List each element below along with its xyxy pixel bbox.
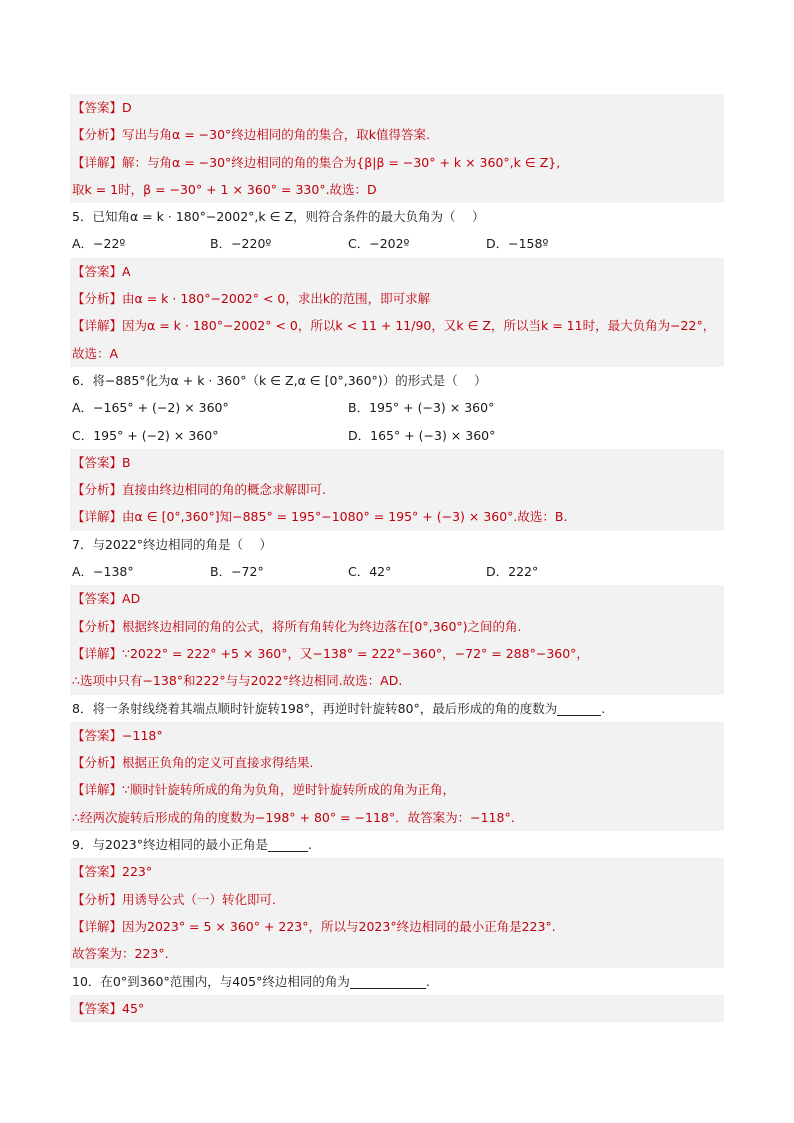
q6-stem: 6．将−885°化为α + k · 360°（k ∈ Z,α ∈ [0°,360°)）的形式是（ ） — [72, 372, 487, 388]
detail-tag: 【详解】 — [72, 645, 123, 661]
q7-detail — [70, 640, 724, 667]
answer-tag: 【答案】 — [72, 100, 123, 115]
q10-stem — [70, 968, 724, 995]
analysis-tag: 【分析】 — [72, 755, 123, 771]
detail-text: 因为2023° = 5 × 360° + 223°，所以与2023°终边相同的最小正角是223°. — [122, 918, 556, 934]
question-end: . — [308, 837, 312, 853]
q4-answer — [70, 94, 724, 121]
option-c: C．195° + (−2) × 360° — [72, 427, 219, 443]
detail-tag: 【详解】 — [72, 782, 123, 798]
analysis-tag: 【分析】 — [72, 482, 123, 498]
analysis-text: 写出与角α = −30°终边相同的角的集合，取k值得答案. — [122, 127, 431, 143]
analysis-tag: 【分析】 — [72, 127, 123, 143]
analysis-text: 根据正负角的定义可直接求得结果. — [122, 755, 314, 771]
q8-detail — [70, 776, 724, 803]
q8-analysis — [70, 749, 724, 776]
question-text: 10．在0°到360°范围内，与405°终边相同的角为 — [72, 973, 350, 989]
q4-analysis — [70, 121, 724, 148]
detail-text: ∵2022° = 222° +5 × 360°，又−138° = 222°−360°，−72° = 288°−360°， — [122, 645, 589, 661]
q8-answer — [70, 722, 724, 749]
answer-tag: 【答案】 — [72, 1000, 123, 1016]
q6-options-row-1 — [70, 394, 724, 421]
answer-value: A — [122, 263, 131, 279]
q6-options-row-2 — [70, 422, 724, 449]
analysis-tag: 【分析】 — [72, 891, 123, 907]
answer-value: 45° — [122, 1000, 145, 1016]
q8-stem — [70, 695, 724, 722]
answer-value: −118° — [122, 727, 163, 743]
q9-stem — [70, 831, 724, 858]
detail-text: 取k = 1时，β = −30° + 1 × 360° = 330°.故选：D — [72, 181, 377, 197]
q7-detail-continued — [70, 667, 724, 694]
detail-text: ∵顺时针旋转所成的角为负角，逆时针旋转所成的角为正角， — [122, 782, 455, 798]
analysis-text: 直接由终边相同的角的概念求解即可. — [122, 482, 326, 498]
detail-text: 解：与角α = −30°终边相同的角的集合为{β|β = −30° + k × 360°,k ∈ Z}, — [122, 154, 561, 170]
q5-detail — [70, 312, 724, 339]
q9-answer — [70, 858, 724, 885]
option-b: B．−72° — [210, 564, 264, 580]
answer-tag: 【答案】 — [72, 263, 123, 279]
answer-tag: 【答案】 — [72, 727, 123, 743]
option-a: A．−22º — [72, 236, 126, 252]
detail-text: 故选：A — [72, 345, 119, 361]
q4-detail-continued — [70, 176, 724, 203]
analysis-text: 由α = k · 180°−2002° < 0，求出k的范围，即可求解 — [122, 291, 431, 307]
q5-analysis — [70, 285, 724, 312]
analysis-tag: 【分析】 — [72, 291, 123, 307]
answer-blank — [350, 973, 426, 989]
detail-tag: 【详解】 — [72, 918, 123, 934]
answer-tag: 【答案】 — [72, 454, 123, 470]
detail-text: ∴经两次旋转后形成的角的度数为−198° + 80° = −118°．故答案为：−118°. — [72, 809, 515, 825]
detail-text: 由α ∈ [0°,360°]知−885° = 195°−1080° = 195° + (−3) × 360°.故选：B. — [122, 509, 568, 525]
option-d: D．165° + (−3) × 360° — [348, 427, 496, 443]
q5-detail-continued — [70, 340, 724, 367]
detail-text: ∴选项中只有−138°和222°与与2022°终边相同.故选：AD. — [72, 673, 403, 689]
q6-detail — [70, 503, 724, 530]
answer-value: 223° — [122, 864, 153, 880]
question-text: 8．将一条射线绕着其端点顺时针旋转198°，再逆时针旋转80°，最后形成的角的度数为 — [72, 700, 558, 716]
analysis-text: 根据终边相同的角的公式，将所有角转化为终边落在[0°,360°)之间的角. — [122, 618, 522, 634]
q4-detail — [70, 149, 724, 176]
answer-tag: 【答案】 — [72, 864, 123, 880]
detail-text: 故答案为：223°. — [72, 946, 169, 962]
detail-tag: 【详解】 — [72, 154, 123, 170]
q9-detail-continued — [70, 940, 724, 967]
q5-options — [70, 230, 724, 257]
q6-answer — [70, 449, 724, 476]
detail-text: 因为α = k · 180°−2002° < 0，所以k < 11 + 11/90，又k ∈ Z，所以当k = 11时，最大负角为−22°， — [122, 318, 716, 334]
q9-detail — [70, 913, 724, 940]
detail-tag: 【详解】 — [72, 509, 123, 525]
question-end: . — [601, 700, 606, 716]
option-c: C．−202º — [348, 236, 410, 252]
question-text: 9．与2023°终边相同的最小正角是 — [72, 837, 269, 853]
answer-value: AD — [122, 591, 141, 607]
q6-analysis — [70, 476, 724, 503]
q8-detail-continued — [70, 804, 724, 831]
document-page — [70, 94, 724, 1022]
q7-options — [70, 558, 724, 585]
detail-tag: 【详解】 — [72, 318, 123, 334]
option-a: A．−165° + (−2) × 360° — [72, 400, 229, 416]
q9-analysis — [70, 886, 724, 913]
option-d: D．−158º — [486, 236, 549, 252]
analysis-tag: 【分析】 — [72, 618, 123, 634]
option-c: C．42° — [348, 564, 392, 580]
q7-stem: 7．与2022°终边相同的角是（ ） — [72, 536, 272, 552]
answer-tag: 【答案】 — [72, 591, 123, 607]
option-b: B．195° + (−3) × 360° — [348, 400, 495, 416]
answer-value: D — [122, 100, 132, 115]
answer-blank — [268, 836, 308, 852]
q7-analysis — [70, 613, 724, 640]
question-end: . — [425, 973, 430, 989]
option-b: B．−220º — [210, 236, 272, 252]
q10-answer — [70, 995, 724, 1022]
q5-stem: 5．已知角α = k · 180°−2002°,k ∈ Z，则符合条件的最大负角为（ ） — [72, 209, 485, 225]
option-d: D．222° — [486, 564, 539, 580]
q7-answer — [70, 585, 724, 612]
analysis-text: 用诱导公式（一）转化即可. — [122, 891, 276, 907]
answer-value: B — [122, 454, 131, 470]
q5-answer — [70, 258, 724, 285]
answer-blank — [557, 700, 601, 716]
option-a: A．−138° — [72, 564, 134, 580]
